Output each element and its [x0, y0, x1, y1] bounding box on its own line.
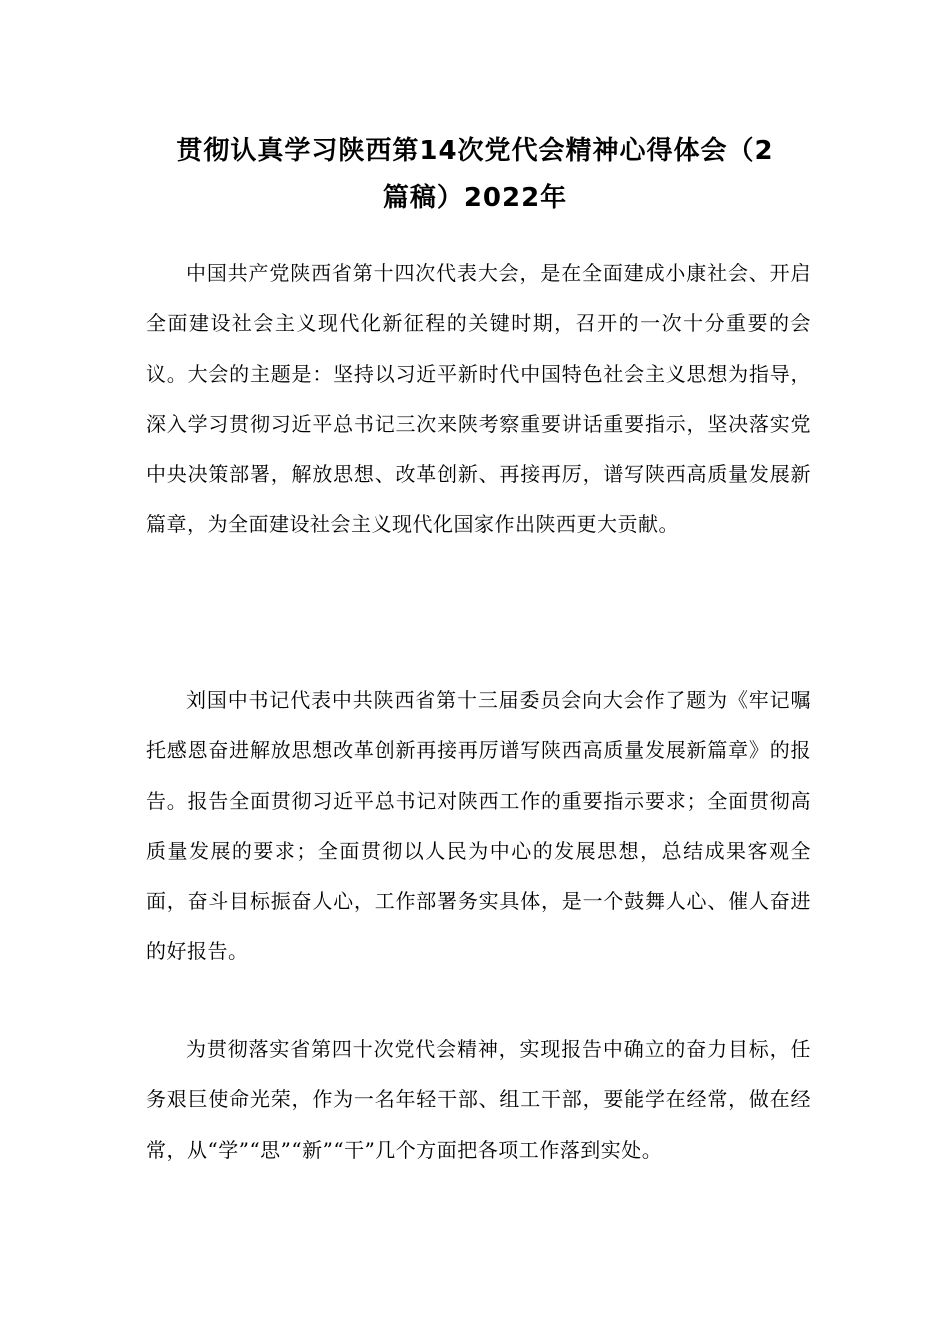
document-title	[150, 128, 800, 222]
paragraph-1: 中国共产党陕西省第十四次代表大会，是在全面建成小康社会、开启全面建设社会主义现代化新征程的关键时期，召开的一次十分重要的会议。大会的主题是：坚持以习近平新时代中国特色社会主义思想为指导，深入学习贯彻习近平总书记三次来陕考察重要讲话重要指示，坚决落实党中央决策部署，解放思想、改革创新、再接再厉，谱写陕西高质量发展新篇章，为全面建设社会主义现代化国家作出陕西更大贡献。	[146, 261, 811, 537]
title-line-2: 篇稿）2022年	[382, 183, 568, 213]
title-line-1: 贯彻认真学习陕西第14次党代会精神心得体会（2	[176, 136, 774, 166]
paragraph-2: 刘国中书记代表中共陕西省第十三届委员会向大会作了题为《牢记嘱托感恩奋进解放思想改革创新再接再厉谱写陕西高质量发展新篇章》的报告。报告全面贯彻习近平总书记对陕西工作的重要指示要求；全面贯彻高质量发展的要求；全面贯彻以人民为中心的发展思想，总结成果客观全面，奋斗目标振奋人心，工作部署务实具体，是一个鼓舞人心、催人奋进的好报告。	[146, 688, 811, 964]
paragraph-3: 为贯彻落实省第四十次党代会精神，实现报告中确立的奋力目标，任务艰巨使命光荣，作为一名年轻干部、组工干部，要能学在经常，做在经常，从“学”“思”“新”“干”几个方面把各项工作落到实处。	[146, 1037, 811, 1162]
